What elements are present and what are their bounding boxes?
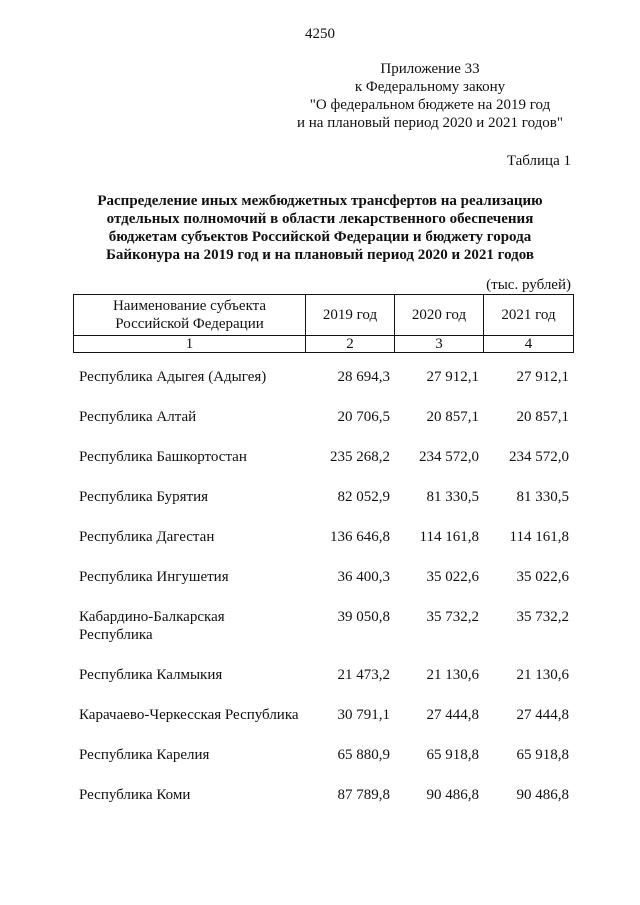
header-2021: 2021 год	[484, 295, 574, 336]
row-subject-name	[73, 408, 305, 448]
row-subject-name-line: Республика Карелия	[79, 747, 210, 763]
row-subject-name-line: Республика Коми	[79, 787, 191, 803]
page-number: 4250	[305, 26, 335, 42]
row-subject-name-line: Республика Башкортостан	[79, 449, 247, 465]
table-row	[73, 368, 573, 408]
column-number-row	[74, 336, 574, 353]
title-line: Байконура на 2019 год и на плановый период 2020 и 2021 годов	[106, 247, 534, 263]
row-value-2019: 30 791,1	[337, 707, 390, 723]
title-line: бюджетам субъектов Российской Федерации и бюджету города	[108, 229, 532, 245]
column-number: 3	[395, 336, 484, 353]
row-value-2019: 82 052,9	[337, 489, 390, 505]
header-subject-line: Наименование субъекта	[112, 298, 267, 314]
row-value-2019: 87 789,8	[337, 787, 390, 803]
row-value-2020: 90 486,8	[426, 787, 479, 803]
row-subject-name	[73, 746, 305, 786]
appendix-line: "О федеральном бюджете на 2019 год	[309, 97, 551, 113]
header-2019: 2019 год	[306, 295, 395, 336]
row-subject-name	[73, 608, 305, 666]
row-subject-name	[73, 368, 305, 408]
table-row	[73, 786, 573, 826]
row-value-2019: 20 706,5	[337, 409, 390, 425]
row-value-2021: 27 912,1	[516, 369, 569, 385]
row-subject-name	[73, 706, 305, 746]
column-number: 1	[74, 336, 306, 353]
row-value-2021: 35 732,2	[516, 609, 569, 625]
row-value-2019: 36 400,3	[337, 569, 390, 585]
table-row	[73, 448, 573, 488]
row-subject-name-line: Республика Дагестан	[79, 529, 215, 545]
table-row	[73, 568, 573, 608]
row-subject-name	[73, 666, 305, 706]
header-2020: 2020 год	[395, 295, 484, 336]
row-value-2020: 65 918,8	[426, 747, 479, 763]
table-row	[73, 746, 573, 786]
row-value-2021: 114 161,8	[509, 529, 569, 545]
row-value-2021: 65 918,8	[516, 747, 569, 763]
units-label: (тыс. рублей)	[486, 277, 571, 293]
row-value-2021: 90 486,8	[516, 787, 569, 803]
row-subject-name	[73, 448, 305, 488]
row-subject-name-line: Республика Адыгея (Адыгея)	[79, 369, 267, 385]
column-number: 2	[306, 336, 395, 353]
header-row	[74, 295, 574, 336]
row-subject-name-line: Карачаево-Черкесская Республика	[79, 707, 299, 723]
table-body	[73, 368, 573, 826]
table-label: Таблица 1	[506, 153, 571, 169]
row-value-2021: 35 022,6	[516, 569, 569, 585]
table-row	[73, 528, 573, 568]
column-number: 4	[484, 336, 574, 353]
row-value-2020: 114 161,8	[419, 529, 479, 545]
row-subject-name	[73, 786, 305, 826]
row-value-2019: 39 050,8	[337, 609, 390, 625]
row-value-2020: 27 912,1	[426, 369, 479, 385]
table-row	[73, 488, 573, 528]
appendix-reference	[280, 60, 580, 132]
title-line: отдельных полномочий в области лекарственного обеспечения	[106, 211, 534, 227]
row-subject-name	[73, 488, 305, 528]
row-value-2020: 234 572,0	[419, 449, 479, 465]
row-subject-name	[73, 568, 305, 608]
row-subject-name-line: Республика	[79, 627, 153, 643]
document-title	[70, 192, 570, 264]
header-subject-name	[74, 295, 306, 336]
row-value-2019: 136 646,8	[330, 529, 390, 545]
row-value-2019: 235 268,2	[330, 449, 390, 465]
row-value-2020: 27 444,8	[426, 707, 479, 723]
table-row	[73, 666, 573, 706]
row-value-2019: 65 880,9	[337, 747, 390, 763]
row-value-2019: 21 473,2	[337, 667, 390, 683]
row-subject-name-line: Республика Калмыкия	[79, 667, 223, 683]
row-value-2021: 27 444,8	[516, 707, 569, 723]
table-row	[73, 408, 573, 448]
row-subject-name-line: Республика Ингушетия	[79, 569, 229, 585]
row-value-2021: 21 130,6	[516, 667, 569, 683]
table-header	[73, 294, 574, 353]
row-subject-name-line: Кабардино-Балкарская	[79, 609, 225, 625]
header-subject-line: Российской Федерации	[115, 316, 264, 332]
appendix-line: Приложение 33	[380, 61, 480, 77]
row-subject-name-line: Республика Бурятия	[79, 489, 209, 505]
row-value-2020: 20 857,1	[426, 409, 479, 425]
table-row	[73, 706, 573, 746]
row-value-2020: 35 022,6	[426, 569, 479, 585]
row-value-2020: 21 130,6	[426, 667, 479, 683]
title-line: Распределение иных межбюджетных трансфертов на реализацию	[97, 193, 543, 209]
row-value-2019: 28 694,3	[337, 369, 390, 385]
row-value-2021: 234 572,0	[509, 449, 569, 465]
appendix-line: и на плановый период 2020 и 2021 годов"	[297, 115, 563, 131]
appendix-line: к Федеральному закону	[354, 79, 506, 95]
row-subject-name	[73, 528, 305, 568]
row-subject-name-line: Республика Алтай	[79, 409, 197, 425]
table-row	[73, 608, 573, 666]
row-value-2021: 20 857,1	[516, 409, 569, 425]
row-value-2021: 81 330,5	[516, 489, 569, 505]
row-value-2020: 35 732,2	[426, 609, 479, 625]
row-value-2020: 81 330,5	[426, 489, 479, 505]
